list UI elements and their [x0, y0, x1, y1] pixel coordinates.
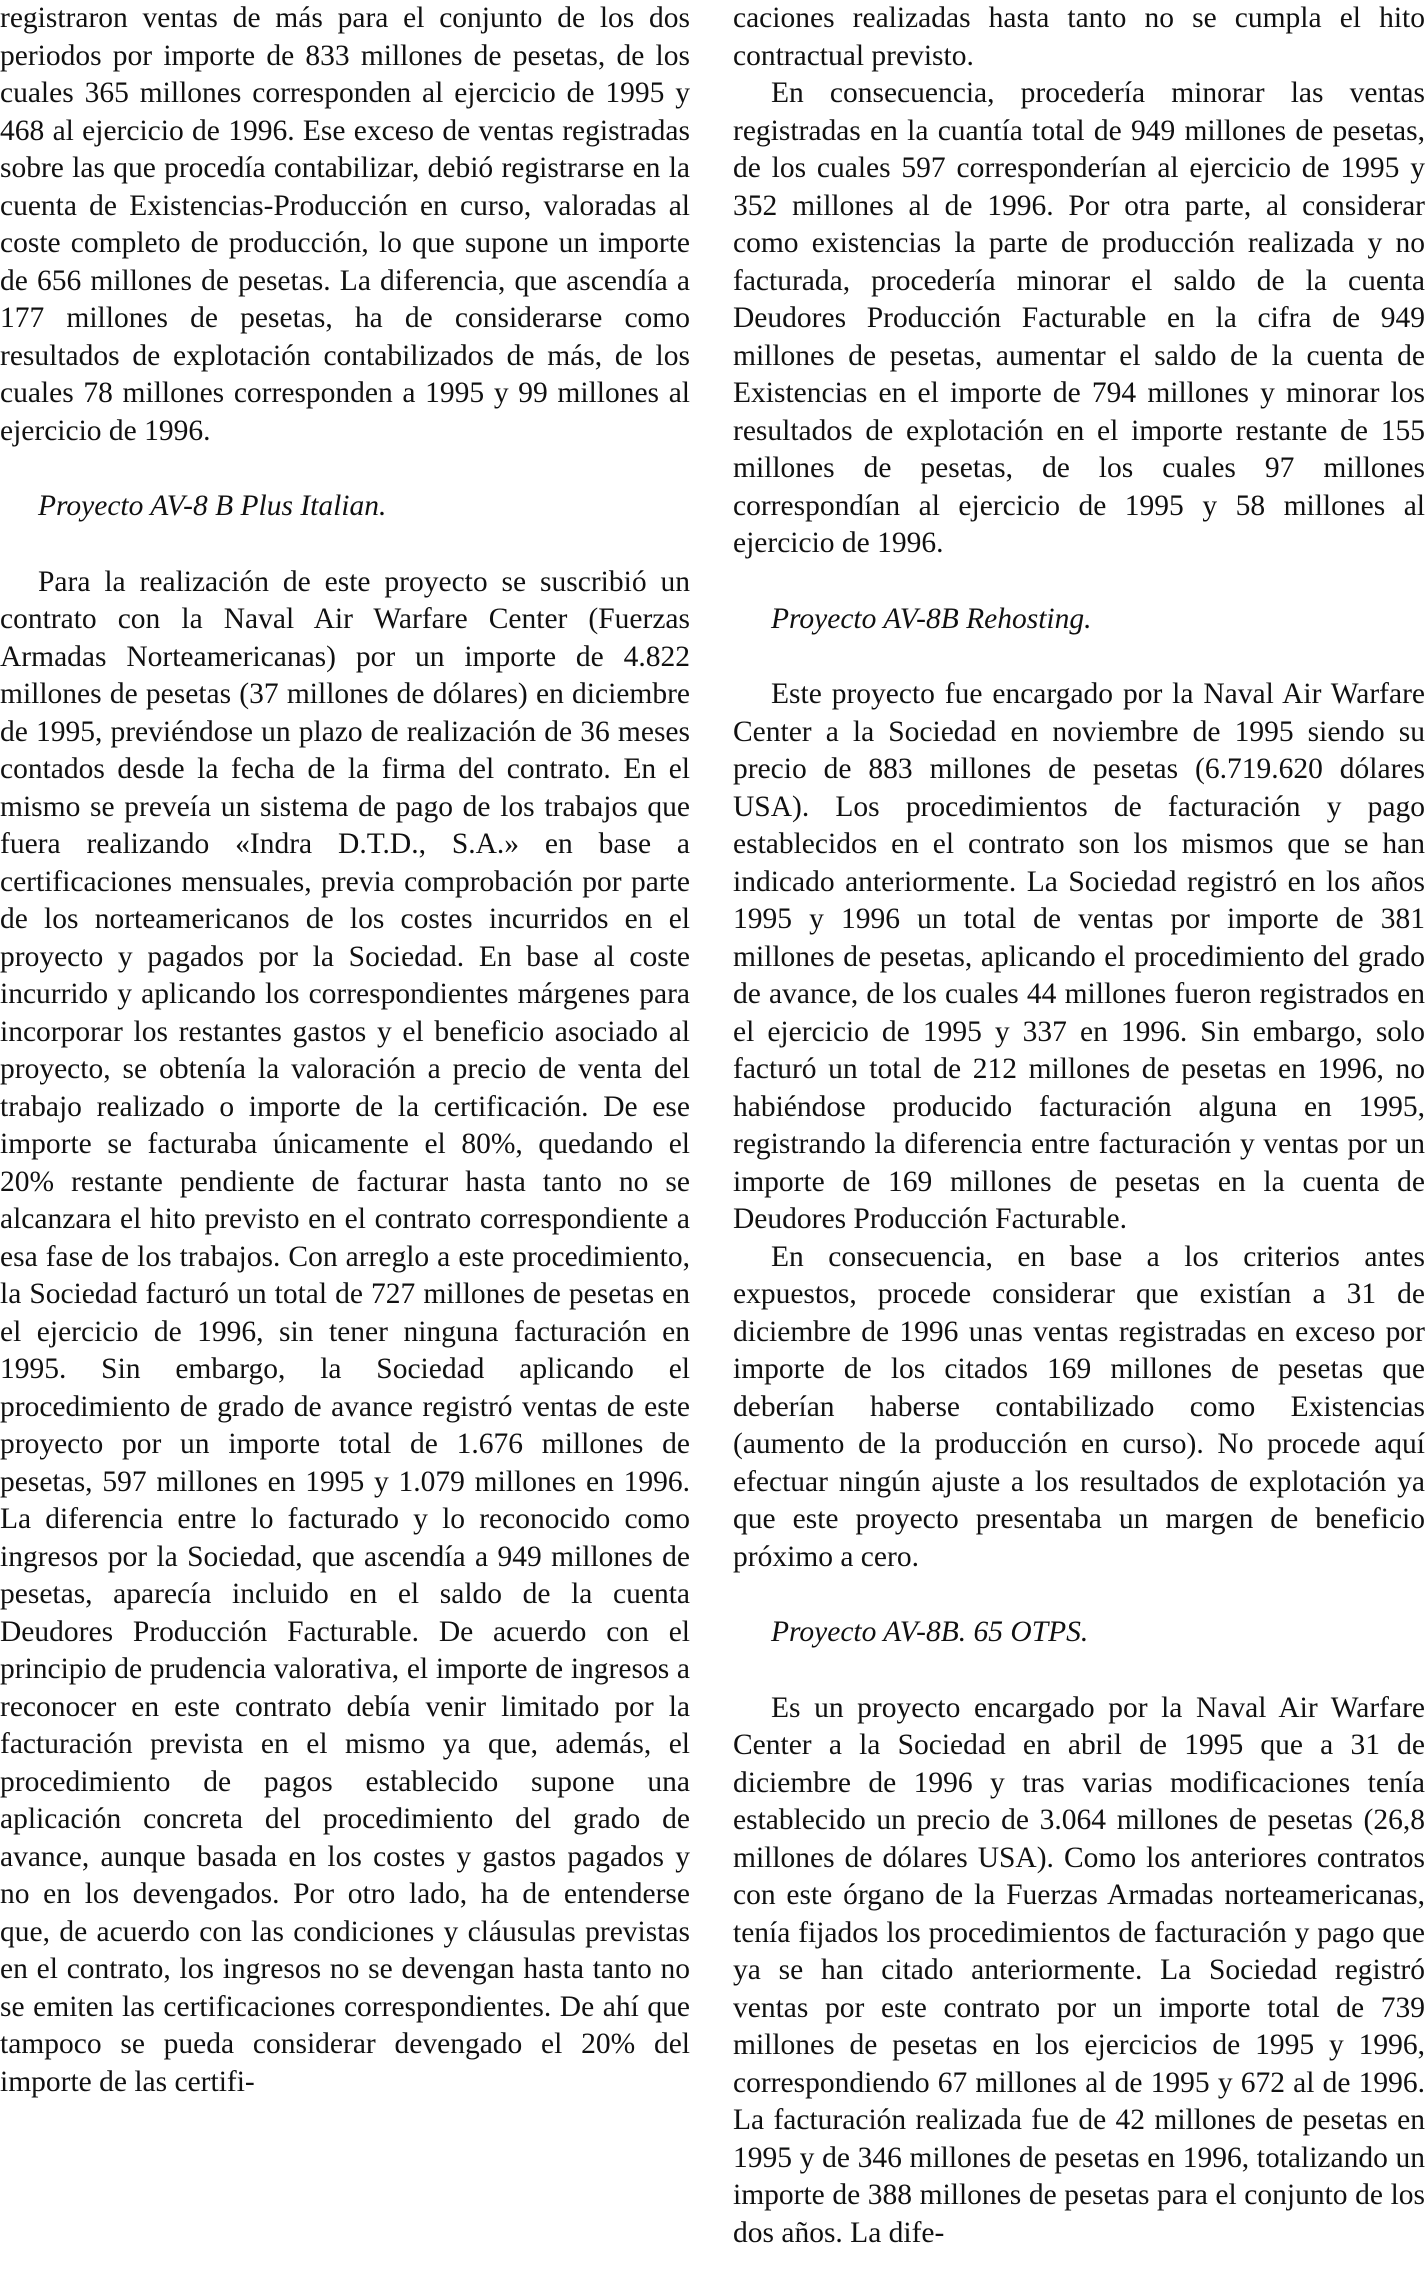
paragraph: En consecuencia, en base a los criterios antes expuestos, procede considerar que existían a 31 de diciembre de 1996 unas ventas registradas en exceso por importe de los citados 169 millones de pesetas que deberían haberse contabilizado como Existencias (aumento de la producción en curso). No procede aquí efectuar ningún ajuste a los resultados de explotación ya que este proyecto presentaba un margen de beneficio próximo a cero.	[733, 1240, 1425, 1573]
paragraph: Es un proyecto encargado por la Naval Air Warfare Center a la Sociedad en abril de 1995 que a 31 de diciembre de 1996 y tras varias modificaciones tenía establecido un precio de 3.064 millones de pesetas (26,8 millones de dólares USA). Como los anteriores contratos con este órgano de la Fuerzas Armadas norteamericanas, tenía fijados los procedimientos de facturación y pago que ya se han citado anteriormente. La Sociedad registró ventas por este contrato por un importe total de 739 millones de pesetas en los ejercicios de 1995 y 1996, correspondiendo 67 millones al de 1995 y 672 al de 1996. La facturación realizada fue de 42 millones de pesetas en 1995 y de 346 millones de pesetas en 1996, totalizando un importe de 388 millones de pesetas para el conjunto de los dos años. La dife-	[733, 1691, 1425, 2249]
section-heading: Proyecto AV-8B. 65 OTPS.	[771, 1616, 1089, 1648]
paragraph: caciones realizadas hasta tanto no se cumpla el hito contractual previsto.	[733, 2, 1425, 72]
section-heading: Proyecto AV-8B Rehosting.	[771, 602, 1092, 635]
section-heading: Proyecto AV-8 B Plus Italian.	[38, 490, 387, 522]
right-column	[733, 0, 1425, 2252]
paragraph: En consecuencia, procedería minorar las ventas registradas en la cuantía total de 949 millones de pesetas, de los cuales 597 corresponderían al ejercicio de 1995 y 352 millones al de 1996. Por otra parte, al considerar como existencias la parte de producción realizada y no facturada, procedería minorar el saldo de la cuenta Deudores Producción Facturable en la cifra de 949 millones de pesetas, aumentar el saldo de la cuenta de Existencias en el importe de 794 millones y minorar los resultados de explotación en el importe restante de 155 millones de pesetas, de los cuales 97 millones correspondían al ejercicio de 1995 y 58 millones al ejercicio de 1996.	[733, 77, 1425, 559]
paragraph: Para la realización de este proyecto se suscribió un contrato con la Naval Air Warfare Center (Fuerzas Armadas Norteamericanas) por un importe de 4.822 millones de pesetas (37 millones de dólares) en diciembre de 1995, previéndose un plazo de realización de 36 meses contados desde la fecha de la firma del contrato. En el mismo se preveía un sistema de pago de los trabajos que fuera realizando «Indra D.T.D., S.A.» en base a certificaciones mensuales, previa comprobación por parte de los norteamericanos de los costes incurridos en el proyecto y pagados por la Sociedad. En base al coste incurrido y aplicando los correspondientes márgenes para incorporar los restantes gastos y el beneficio asociado al proyecto, se obtenía la valoración a precio de venta del trabajo realizado o importe de la certificación. De ese importe se facturaba únicamente el 80%, quedando el 20% restante pendiente de facturar hasta tanto no se alcanzara el hito previsto en el contrato correspondiente a esa fase de los trabajos. Con arreglo a este procedimiento, la Sociedad facturó un total de 727 millones de pesetas en el ejercicio de 1996, sin tener ninguna facturación en 1995. Sin embargo, la Sociedad aplicando el procedimiento de grado de avance registró ventas de este proyecto por un importe total de 1.676 millones de pesetas, 597 millones en 1995 y 1.079 millones en 1996. La diferencia entre lo facturado y lo reconocido como ingresos por la Sociedad, que ascendía a 949 millones de pesetas, aparecía incluido en el saldo de la cuenta Deudores Producción Facturable. De acuerdo con el principio de prudencia valorativa, el importe de ingresos a reconocer en este contrato debía venir limitado por la facturación prevista en el mismo ya que, además, el procedimiento de pagos establecido supone una aplicación concreta del procedimiento del grado de avance, aunque basada en los costes y gastos pagados y no en los devengados. Por otro lado, ha de entenderse que, de acuerdo con las condiciones y cláusulas previstas en el contrato, los ingresos no se devengan hasta tanto no se emiten las certificaciones correspondientes. De ahí que tampoco se pueda considerar devengado el 20% del importe de las certifi-	[0, 565, 690, 2098]
paragraph: Este proyecto fue encargado por la Naval Air Warfare Center a la Sociedad en noviembre de 1995 siendo su precio de 883 millones de pesetas (6.719.620 dólares USA). Los procedimientos de facturación y pago establecidos en el contrato son los mismos que se han indicado anteriormente. La Sociedad registró en los años 1995 y 1996 un total de ventas por importe de 381 millones de pesetas, aplicando el procedimiento del grado de avance, de los cuales 44 millones fueron registrados en el ejercicio de 1995 y 337 en 1996. Sin embargo, solo facturó un total de 212 millones de pesetas en 1996, no habiéndose producido facturación alguna en 1995, registrando la diferencia entre facturación y ventas por un importe de 169 millones de pesetas en la cuenta de Deudores Producción Facturable.	[733, 678, 1425, 1235]
left-column	[0, 0, 690, 2101]
paragraph: registraron ventas de más para el conjunto de los dos periodos por importe de 833 millones de pesetas, de los cuales 365 millones corresponden al ejercicio de 1995 y 468 al ejercicio de 1996. Ese exceso de ventas registradas sobre las que procedía contabilizar, debió registrarse en la cuenta de Existencias-Producción en curso, valoradas al coste completo de producción, lo que supone un importe de 656 millones de pesetas. La diferencia, que ascendía a 177 millones de pesetas, ha de considerarse como resultados de explotación contabilizados de más, de los cuales 78 millones corresponden a 1995 y 99 millones al ejercicio de 1996.	[0, 2, 690, 447]
